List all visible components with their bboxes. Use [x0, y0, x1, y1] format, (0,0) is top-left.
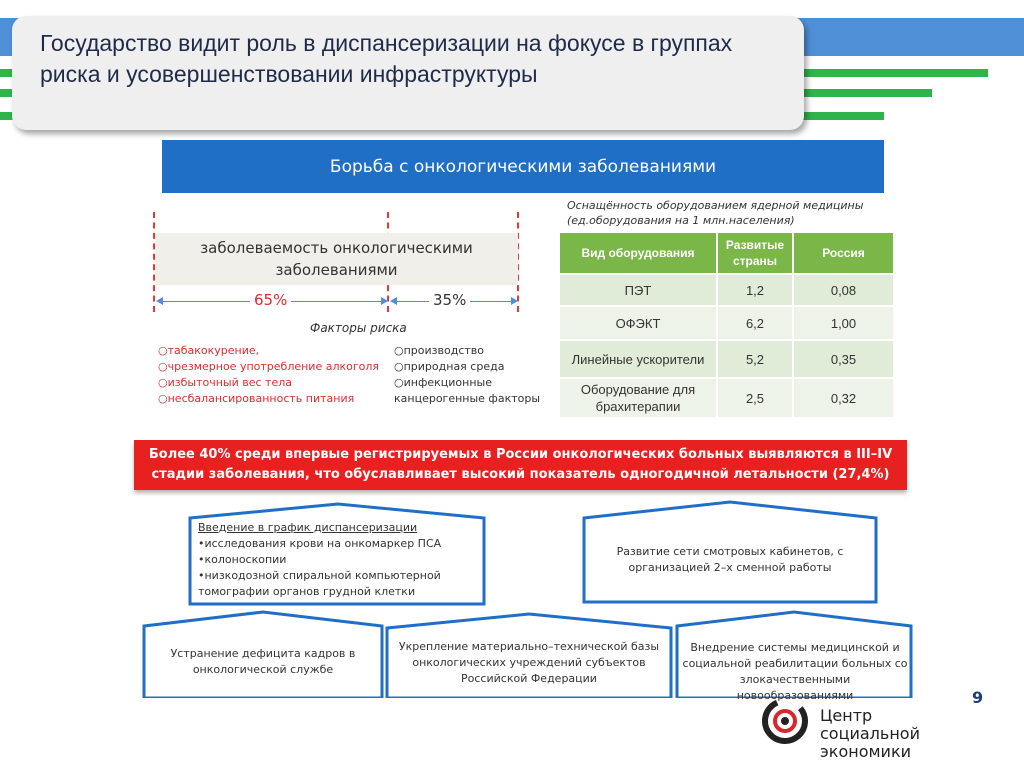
percent-65: 65%	[250, 291, 291, 309]
logo-line: Центр	[820, 706, 873, 725]
list-item: •низкодозной спиральной компьютерной томографии органов грудной клетки	[198, 569, 441, 598]
table-cell: 0,35	[794, 339, 893, 377]
list-item: ○ производство	[394, 343, 544, 359]
exam-rooms-measure	[582, 500, 878, 604]
table-cell: 2,5	[718, 377, 794, 417]
table-row	[560, 273, 893, 305]
screening-measure	[188, 502, 488, 606]
table-cell: ПЭТ	[560, 273, 718, 305]
screening-heading: Введение в график диспансеризации	[198, 521, 418, 534]
incidence-label: заболеваемость онкологическими заболеваниями	[155, 233, 518, 285]
table-cell: ОФЭКТ	[560, 305, 718, 339]
table-cell: 0,32	[794, 377, 893, 417]
logo-line: экономики	[820, 742, 912, 761]
list-item: •исследования крови на онкомаркер ПСА	[198, 537, 442, 550]
list-item: ○ табакокурение,	[158, 343, 379, 359]
table-cell: 1,2	[718, 273, 794, 305]
table-row	[560, 377, 893, 417]
list-item: •колоноскопии	[198, 553, 287, 566]
table-cell: 5,2	[718, 339, 794, 377]
logo-text	[820, 707, 920, 761]
title-box	[12, 16, 804, 130]
infrastructure-measure	[385, 612, 673, 698]
table-header: Россия	[794, 233, 893, 273]
logo-line: социальной	[820, 724, 920, 743]
arrow-left-head	[156, 297, 163, 305]
rehab-text: Внедрение системы медицинской и социальной реабилитации больных со злокачественными новообразованиями	[682, 641, 908, 702]
table-cell: 0,08	[794, 273, 893, 305]
equipment-caption: Оснащённость оборудованием ядерной медицины (ед.оборудования на 1 млн.населения)	[567, 199, 864, 227]
section-banner: Борьба с онкологическими заболеваниями	[162, 140, 884, 193]
logo-icon	[760, 696, 810, 746]
arrow-left-head	[390, 297, 397, 305]
table-cell: Линейные ускорители	[560, 339, 718, 377]
arrow-right-head	[381, 297, 388, 305]
table-row	[560, 305, 893, 339]
table-header: Вид оборудования	[560, 233, 718, 273]
rehab-measure	[675, 610, 913, 702]
screening-list	[198, 536, 483, 600]
staff-measure	[142, 610, 384, 698]
list-item: ○ чрезмерное употребление алкоголя	[158, 359, 379, 375]
list-item: ○ избыточный вес тела	[158, 375, 379, 391]
alert-banner: Более 40% среди впервые регистрируемых в России онкологических больных выявляются в III–IV стадии заболевания, что обуславливает высокий показатель одногодичной летальности (27,4%)	[134, 440, 907, 490]
environmental-risk-list	[394, 343, 544, 407]
exam-rooms-text: Развитие сети смотровых кабинетов, с организацией 2–х сменной работы	[616, 545, 844, 574]
staff-text: Устранение дефицита кадров в онкологической службе	[170, 647, 356, 676]
list-item: ○ природная среда	[394, 359, 544, 375]
table-cell: 1,00	[794, 305, 893, 339]
risk-factors-title: Факторы риска	[310, 321, 407, 335]
list-item: ○ несбалансированность питания	[158, 391, 379, 407]
slide-title: Государство видит роль в диспансеризации на фокусе в группах риска и усовершенствовании инфраструктуры	[40, 30, 733, 87]
page-number: 9	[972, 688, 984, 707]
table-row	[560, 339, 893, 377]
table-header: Развитые страны	[718, 233, 794, 273]
behavioral-risk-list	[158, 343, 379, 407]
table-cell: Оборудование для брахитерапии	[560, 377, 718, 417]
list-item: ○ инфекционные канцерогенные факторы	[394, 375, 544, 407]
arrow-right-head	[511, 297, 518, 305]
table-cell: 6,2	[718, 305, 794, 339]
infrastructure-text: Укрепление материально–технической базы онкологических учреждений субъектов Российской Федерации	[398, 640, 660, 685]
equipment-table	[560, 233, 893, 417]
percent-35: 35%	[429, 291, 470, 309]
